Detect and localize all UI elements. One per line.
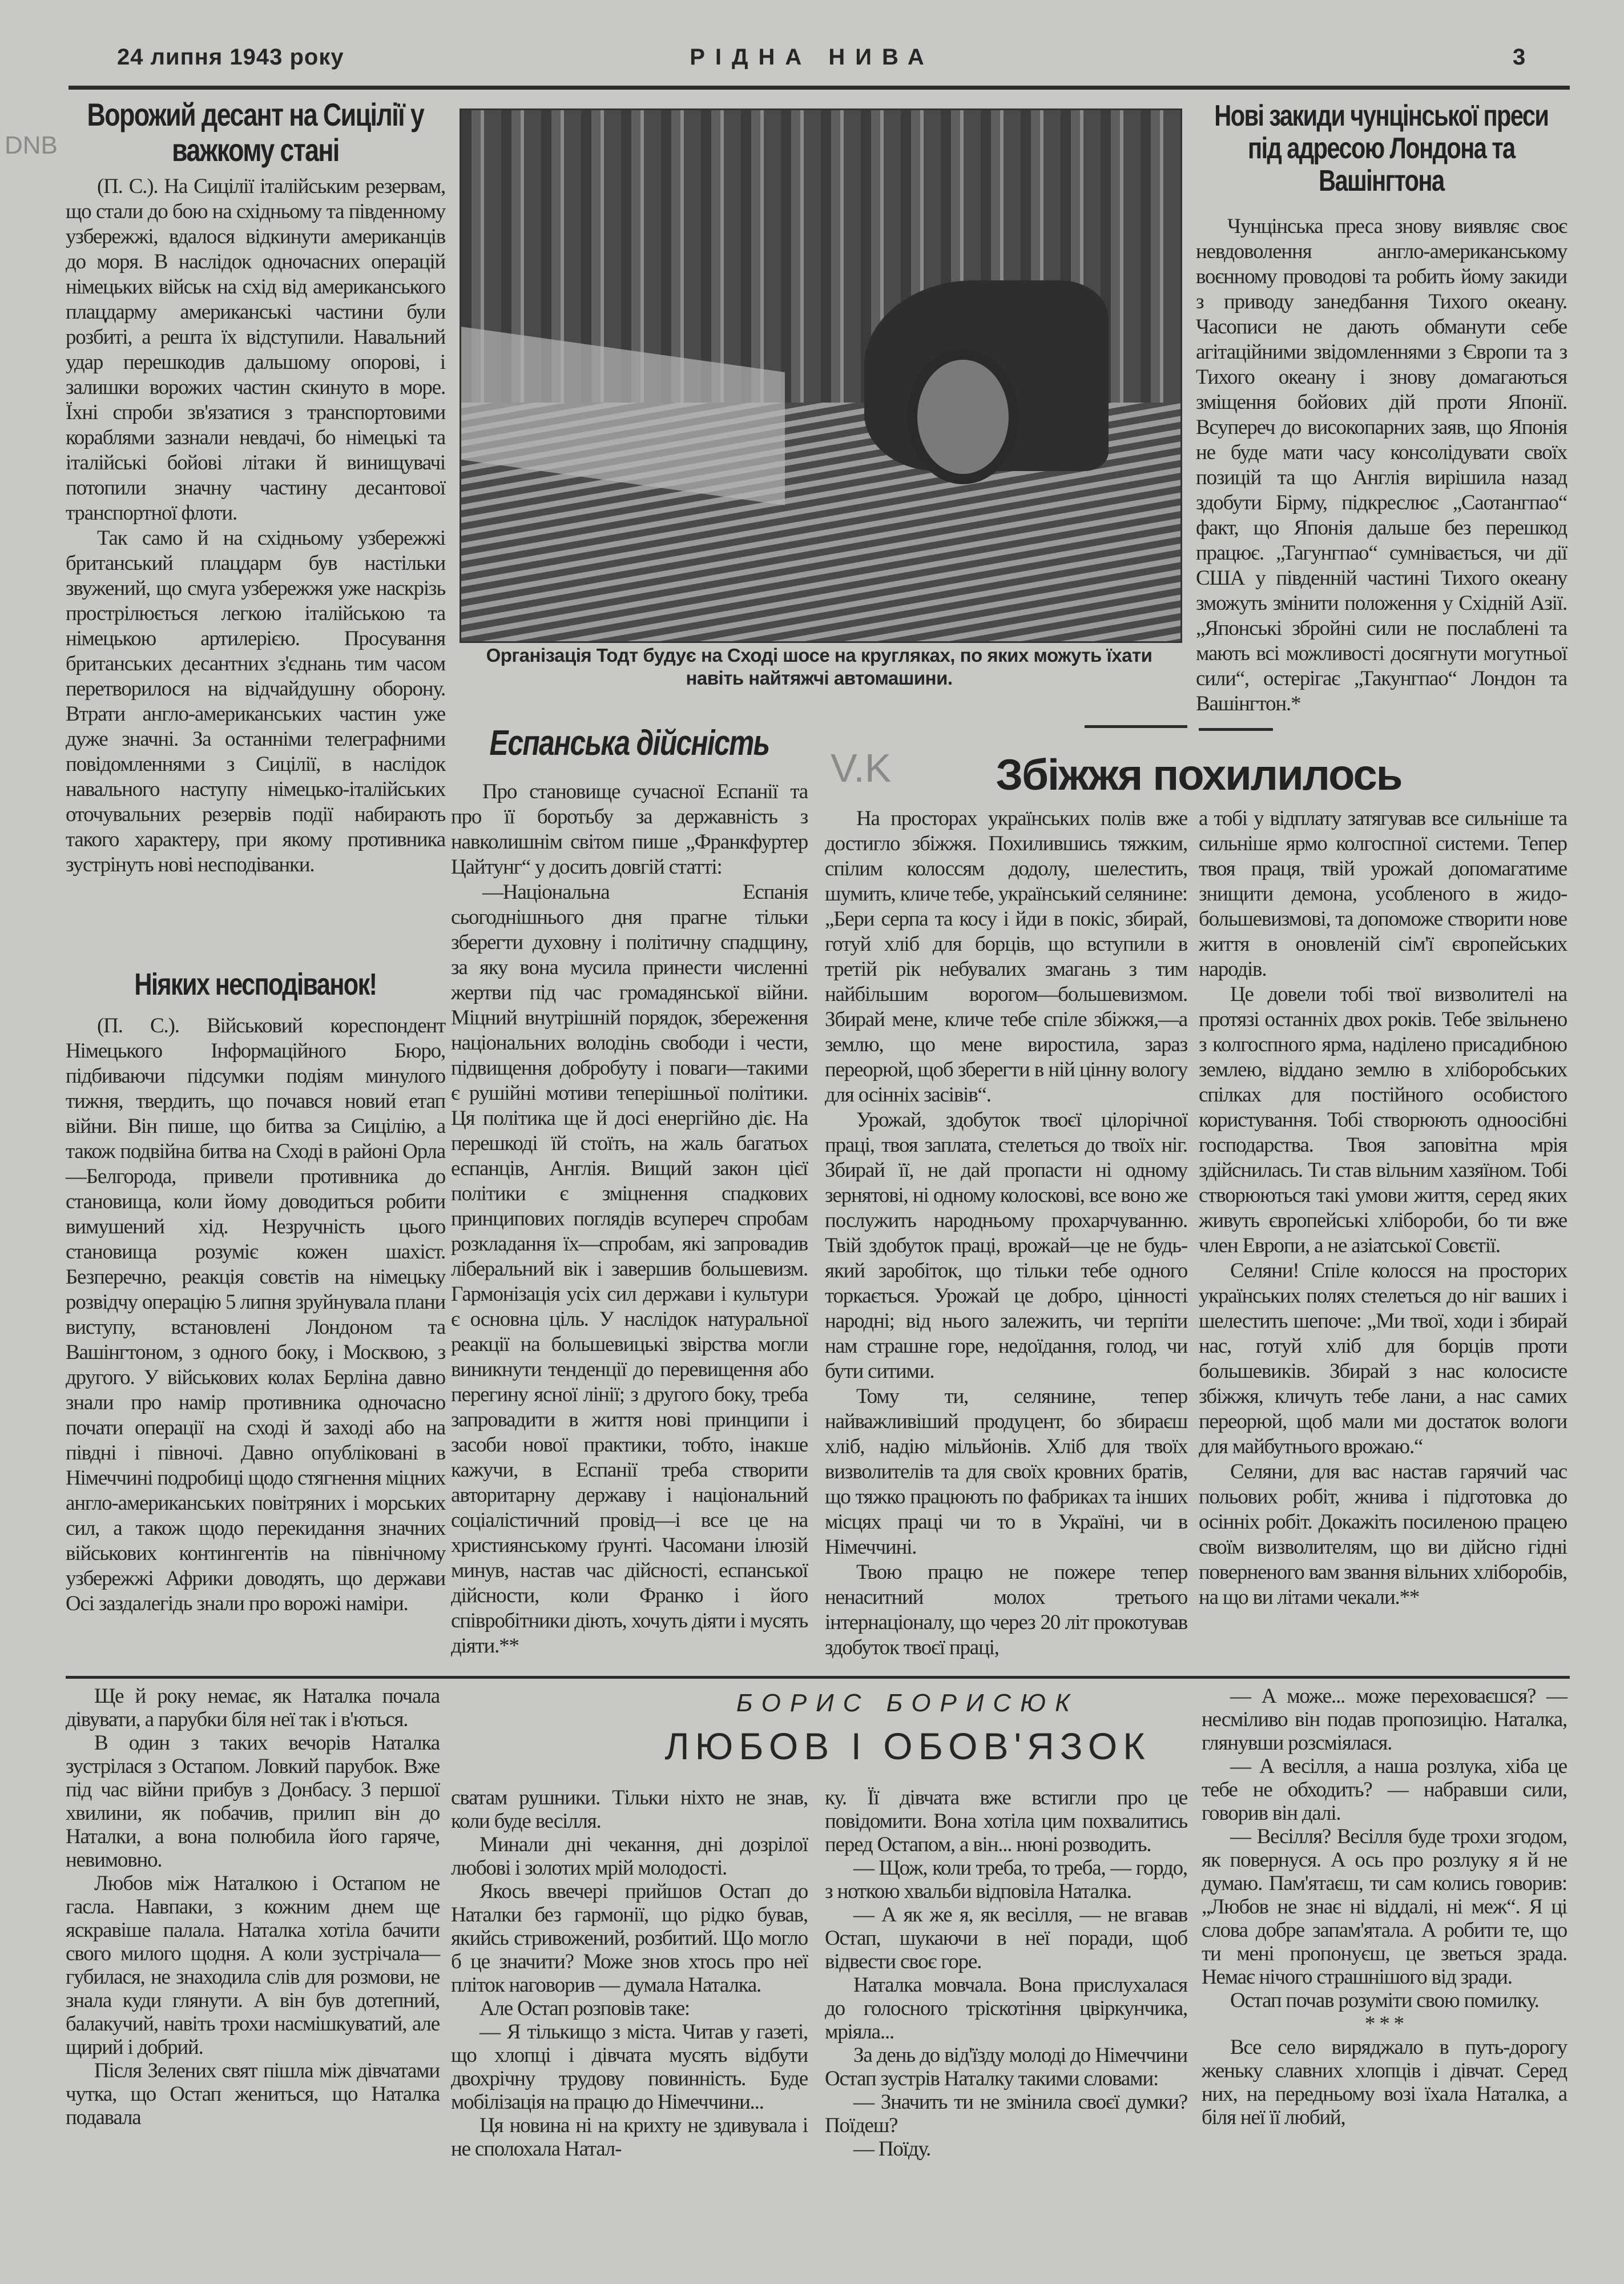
- newspaper-title: РІДНА НИВА: [690, 45, 934, 70]
- no-surprises-article-body: [66, 1014, 445, 1615]
- story-title: ЛЮБОВ І ОБОВ'ЯЗОК: [664, 1725, 1151, 1767]
- paragraph: (П. С.). Військовий кореспондент Німецького Інформаційного Бюро, підбиваючи підсумки подіям минулого тижня, твердить, що почався новий етап війни. Він пише, що битва за Сицілію, а також подвійна битва на Сході в районі Орла—Белгорода, привели противника до становища, коли йому доводиться робити вимушений хід. Незручність цього становища розуміє кожен шахіст. Безперечно, реакція совєтів на німецьку розвідчу операцію 5 липня зруйнувала плани виступу, встановлені Лондоном та Вашінгтоном, з одного боку, і Москвою, з другого. У військових колах Берліна давно знали про намір противника одночасно почати операції на сході й заході або на півдні і півночі. Давно опубліковані в Німеччині подробиці щодо стягнення міцних англо-американських повітряних і морських сил, а також щодо перекидання значних військових контингентів на північному узбережжі Африки доводять, що держави Осі заздалегідь знали про ворожі наміри.: [66, 1014, 445, 1615]
- road-construction-photo: [460, 108, 1182, 643]
- paragraph: —Національна Еспанія сьогоднішнього дня прагне тільки зберегти духовну і політичну спадщину, за яку вона мусила принести численні жертви під час громадянської війни. Міцний внутрішній порядок, збереження національних володінь свободи і чести, підвищення добробуту і поваги—такими є рушійні мотиви теперішньої політики. Ця політика ще й досі енергійно діє. На перешкоді їй стоїть, на жаль багатьох еспанців, Англія. Вищий закон цієї політики є зміцнення спадкових принципових поглядів всупереч спробам розкладання їх—спробам, які запровадив ліберальний вік і завершив большевизм. Гармонізація усіх сил держави і культури є основна ціль. У наслідок натуральної реакції на большевицькі звірства могли виникнути тенденції до перевищення або перегину ясної лінії; з другого боку, треба запровадити в життя нові принципи і засоби нової практики, тобто, інакше кажучи, в Еспанії треба створити авторитарну державу і національний соціалістичний провід—і все це на християнському ґрунті. Часомани ілюзій минув, настав час дійсності, еспанської дійсности, коли Франко і його співробітники діють, хочуть діяти і мусять діяти.**: [451, 880, 808, 1658]
- story-column-2: [451, 1786, 808, 2283]
- harvest-column-1: [825, 806, 1187, 1670]
- paragraph: Твою працю не пожере тепер ненаситний молох третього інтернаціоналу, що через 20 літ прокотував здобуток твоєї праці,: [825, 1561, 1187, 1659]
- sicily-article-body: [66, 174, 445, 951]
- photo-caption: Організація Тодт будує на Сході шосе на кругляках, по яких можуть їхати навіть найтяжчі автомашини.: [486, 645, 1152, 689]
- paragraph: Любов між Наталкою і Остапом не гасла. Навпаки, з кожним днем ще яскравіше палала. Наталка хотіла бачити свого милого щодня. А коли зустрічала—губилася, не знаходила слів для розмови, не знала куди глянути. А він був дотепний, балакучий, навіть трохи насмішкуватий, але щирий і добрий.: [66, 1872, 440, 2059]
- paragraph: Наталка мовчала. Вона прислухалася до голосного тріскотіння цвіркунчика, мріяла...: [825, 1973, 1187, 2044]
- paragraph: Ще й року немає, як Наталка почала дівувати, а парубки біля неї так і в'ються.: [66, 1684, 440, 1731]
- paragraph: Остап почав розуміти свою помилку.: [1230, 1989, 1539, 2012]
- story-column-3: [825, 1786, 1187, 2283]
- story-author: БОРИС БОРИСЮК: [736, 1689, 1079, 1717]
- harvest-headline: Збіжжя похилилось: [996, 751, 1402, 799]
- paragraph: Минали дні чекання, дні дозрілої любові і золотих мрій молодості.: [451, 1833, 808, 1880]
- paragraph: Так само й на східньому узбережжі британський плацдарм був настільки звужений, що смуга узбережжя уже наскрізь прострілюється легкою італійською та німецькою артилерією. Просування британських десантних з'єднань тим часом перетворилося на відчайдушну оборону. Втрати англо-американських частин уже дуже значні. За останніми телеграфними повідомленнями з Сицілії, в наслідок навального наступу німецько-італійських оточувальних резервів події набирають такого характеру, при якому противника зустрінуть нові несподіванки.: [66, 526, 445, 876]
- paragraph: Про становище сучасної Еспанії та про її боротьбу за державність з навколишнім світом пише „Франкфуртер Цайтунг“ у досить довгій статті:: [451, 780, 808, 879]
- paragraph: Селяни, для вас настав гарячий час польових робіт, жнива і підготовка до осінніх робіт. Докажіть посиленою працею своїм визволителям, що ви дійсно гідні поверненого вам звання вільних хліборобів, на що ви літами чекали.**: [1199, 1460, 1567, 1609]
- library-stamp: DNB: [5, 131, 58, 159]
- chungking-headline: Нові закиди чунцінської преси під адресою Лондона та Вашінгтона: [1214, 99, 1549, 198]
- initials-stamp: V.K: [831, 746, 892, 790]
- masthead-rule: [68, 86, 1570, 90]
- paragraph: Селяни! Спіле колосся на просторих українських полях стелеться до ніг ваших і шелестить шепоче: „Ми твої, ходи і збирай нас, готуй хліб для борців проти большевиків. Збирай з нас колосисте збіжжя, кличуть тебе лани, а нас самих переорюй, щоб мали ми достаток вологи для майбутнього врожаю.“: [1199, 1259, 1567, 1458]
- paragraph: Але Остап розповів таке:: [479, 1997, 690, 2020]
- story-column-1: [66, 1684, 440, 2281]
- section-divider: [66, 1676, 1570, 1679]
- paragraph: Чунцінська преса знову виявляє своє невдоволення англо-американському воєнному проводові та робить йому закиди з приводу занедбання Тихого океану. Часописи не дають обманути себе агітаційними звідомленнями з Європи та з Тихого океану і знову домагаються зміщення бойових дій проти Японії. Всупереч до високопарних заяв, що Японія не буде мати часу консолідувати своїх позицій та що Англія вирішила назад здобути Бірму, підкреслює „Саотангпао“ факт, що Японія дальше без перешкод працює. „Тагунгпао“ сумнівається, чи дії США у південній частині Тихого океану зможуть змінити положення у Східній Азії. „Японські збройні сили не послаблені та мають всі можливості досягнути могутньої сили“, остерігає „Такунгпао“ Лондон та Вашінгтон.*: [1196, 215, 1567, 715]
- paragraph: Все село виряджало в путь-дорогу женьку славних хлопців і дівчат. Серед них, на передньому возі їхала Наталка, а біля неї її любий,: [1202, 2036, 1567, 2129]
- paragraph: а тобі у відплату затягував все сильніше та сильніше ярмо колгоспної системи. Тепер твоя праця, твій урожай допомагатиме знищити демона, усобленого в жидо-большевизмові, та допоможе створити нове життя в оновленій сім'ї європейських народів.: [1199, 807, 1567, 981]
- paragraph: — Весілля? Весілля буде трохи згодом, як повернуся. А ось про розлуку я й не думаю. Пам'ятаєш, ти сам колись говорив: „Любов не знає ні віддалі, ні меж“. Я ці слова добре запам'ятала. А робити те, що ти мені пропонуєш, це зветься зрада. Немає нічого страшнішого від зради.: [1202, 1825, 1567, 1989]
- paragraph: — Я тількищо з міста. Читав у газеті, що хлопці і дівчата мусять відбути двохрічну трудову повинність. Буде мобілізація на працю до Німеччини...: [451, 2020, 808, 2114]
- story-column-4: [1202, 1684, 1567, 2281]
- sicily-headline: Ворожий десант на Сицілії у важкому стані: [87, 96, 424, 168]
- issue-date: 24 липня 1943 року: [117, 45, 344, 70]
- ornament-divider: [1199, 728, 1273, 731]
- page-number: 3: [1513, 45, 1526, 70]
- paragraph: — А як же я, як весілля, — не вгавав Остап, шукаючи в неї поради, щоб відвести своє горе.: [825, 1903, 1187, 1973]
- harvest-column-2: [1199, 806, 1567, 1670]
- section-break: * * *: [1364, 2012, 1404, 2036]
- roller-wheel: [907, 349, 1019, 484]
- paragraph: ку. Її дівчата вже встигли про це повідомити. Вона хотіла цим похвалитись перед Остапом, а він... нюні розводить.: [825, 1786, 1187, 1856]
- paragraph: Якось ввечері прийшов Остап до Наталки без гармонії, що рідко бував, якийсь стривожений, розбитий. Що могло б це значити? Може знов хтось про неї пліток наговорив — думала Наталка.: [451, 1880, 808, 1997]
- paragraph: В один з таких вечорів Наталка зустрілася з Остапом. Ловкий парубок. Вже під час війни прибув з Донбасу. З першої хвилини, як побачив, прилип він до Наталки, а вона полюбила його гаряче, невимовно.: [66, 1731, 440, 1872]
- paragraph: — Щож, коли треба, то треба, — гордо, з ноткою хвальби відповіла Наталка.: [825, 1856, 1187, 1903]
- paragraph: Це довели тобі твої визволителі на протязі останніх двох років. Тебе звільнено з колгоспного ярма, наділено присадибною землею, віддано землю в хліборобських спілках для постійного особистого користування. Тобі створюють одноосібні господарства. Твоя заповітна мрія здійснилась. Ти став вільним хазяїном. Тобі створюються такі умови життя, серед яких живуть європейські хлібороби, бо ти вже член Европи, а не азіатської Совєтії.: [1199, 983, 1567, 1257]
- paragraph: На просторах українських полів вже достигло збіжжя. Похилившись тяжким, спілим колоссям додолу, шелестить, шумить, кличе тебе, український селянине: „Бери серпа та косу і йди в покіс, збирай, готуй хліб для борців, що вступили в третій рік небувалих змагань з тим найбільшим ворогом—большевизмом. Збирай мене, кличе тебе спіле збіжжя,—а землю, що мене виростила, зараз переорюй, щоб зберегти в ній цінну вологу для осінніх засівів“.: [825, 807, 1187, 1107]
- no-surprises-headline: Ніяких несподіванок!: [134, 967, 377, 1002]
- paragraph: — А весілля, а наша розлука, хіба це тебе не обходить? — набравши сили, говорив він далі.: [1202, 1755, 1567, 1825]
- paragraph: За день до від'їзду молоді до Німеччини Остап зустрів Наталку такими словами:: [825, 2044, 1187, 2090]
- paragraph: — А може... може переховаєшся? — несміливо він подав пропозицію. Наталка, глянувши розсміялася.: [1202, 1684, 1567, 1755]
- spain-headline: Еспанська дійсність: [489, 723, 769, 763]
- paragraph: (П. С.). На Сицілії італійським резервам, що стали до бою на східньому та південному узбережжі, вдалося відкинути американців до моря. В наслідок одночасних операцій німецьких військ на схід від американського плацдарму американські частини були розбиті, а решта їх відступили. Навальний удар перешкодив дальшому опорові, і залишки ворожих частин скинуто в море. Їхні спроби зв'язатися з транспортовими кораблями зазнали невдачі, бо німецькі та італійські бойові літаки й винищувачі потопили значну частину десантової транспортної флоти.: [66, 175, 445, 525]
- paragraph: сватам рушники. Тільки ніхто не знав, коли буде весілля.: [451, 1786, 808, 1833]
- paragraph: — Значить ти не змінила своєї думки? Поїдеш?: [825, 2090, 1187, 2137]
- paragraph: Тому ти, селянине, тепер найважливіший продуцент, бо збираєш хліб, надію мільйонів. Хліб для твоїх визволителів та для своїх кровних братів, що тяжко працюють по фабриках та інших місцях праці чи то в Україні, чи в Німеччині.: [825, 1385, 1187, 1559]
- wavy-divider: [1085, 725, 1187, 728]
- chungking-article-body: [1196, 214, 1567, 715]
- spain-article-body: [451, 779, 808, 1667]
- paragraph: Після Зелених свят пішла між дівчатами чутка, що Остап жениться, що Наталка подавала: [66, 2059, 440, 2129]
- paragraph: Урожай, здобуток твоєї цілорічної праці, твоя заплата, стелеться до твоїх ніг. Збирай її, не дай пропасти ні одному зернятові, ні одному колоскові, все воно же послужить народньому прохарчуванню. Твій здобуток праці, врожай—це не будь-який заробіток, що тільки тебе одного торкається. Урожай це добро, цінності народні; від нього залежить, чи терпіти нам страшне горе, недоїдання, голод, чи бути ситими.: [825, 1108, 1187, 1383]
- paragraph: Ця новина ні на крихту не здивувала і не сполохала Натал-: [451, 2114, 808, 2161]
- paragraph: — Поїду.: [853, 2137, 931, 2161]
